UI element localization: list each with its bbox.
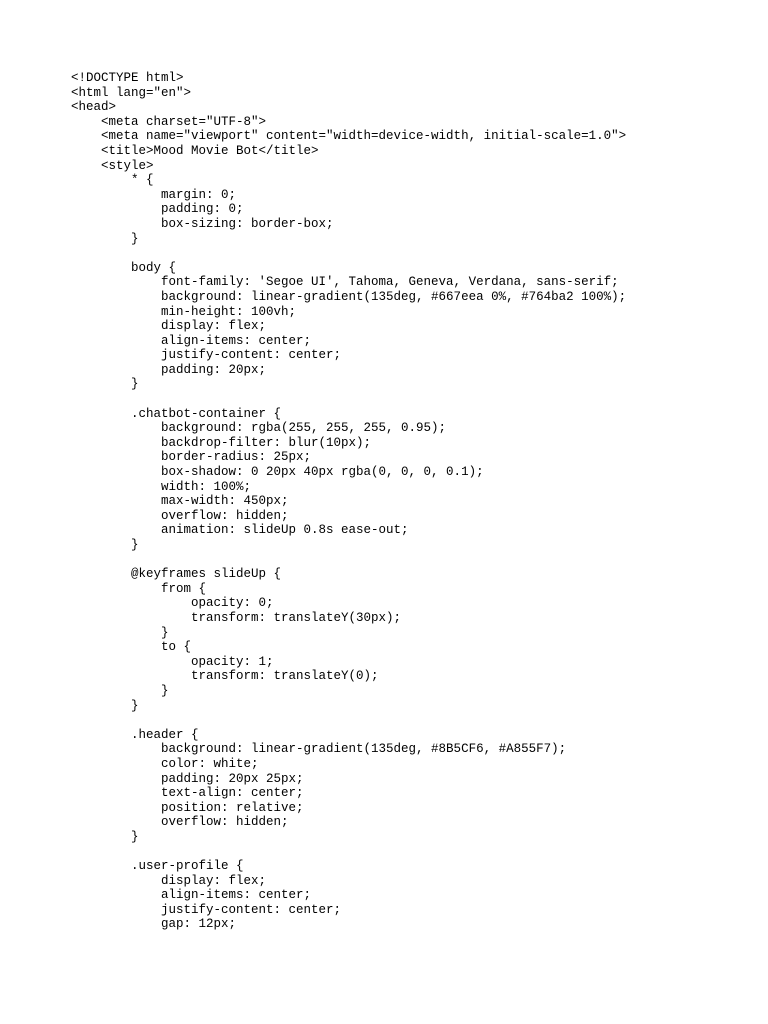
code-line: } — [71, 231, 139, 246]
code-line: display: flex; — [71, 319, 267, 334]
code-line: gap: 12px; — [71, 917, 237, 932]
code-line: margin: 0; — [71, 187, 237, 202]
code-line: * { — [71, 173, 154, 188]
code-line: <meta charset="UTF-8"> — [71, 114, 267, 129]
code-line: padding: 0; — [71, 202, 244, 217]
code-line — [71, 392, 626, 407]
code-line: opacity: 0; — [71, 596, 274, 611]
code-line: opacity: 1; — [71, 654, 274, 669]
code-line: overflow: hidden; — [71, 508, 289, 523]
code-line: color: white; — [71, 756, 259, 771]
code-line: box-shadow: 0 20px 40px rgba(0, 0, 0, 0.1); — [71, 465, 484, 480]
code-line: } — [71, 829, 139, 844]
code-line: box-sizing: border-box; — [71, 216, 334, 231]
code-line: justify-content: center; — [71, 902, 342, 917]
code-line: background: linear-gradient(135deg, #8B5CF6, #A855F7); — [71, 742, 567, 757]
code-line: transform: translateY(0); — [71, 669, 379, 684]
code-listing — [71, 71, 626, 932]
code-line: } — [71, 625, 169, 640]
code-line: to { — [71, 640, 192, 655]
code-line: <head> — [71, 100, 117, 115]
code-line — [71, 246, 626, 261]
code-line: <style> — [71, 158, 154, 173]
code-line: <meta name="viewport" content="width=device-width, initial-scale=1.0"> — [71, 129, 627, 144]
code-line: overflow: hidden; — [71, 815, 289, 830]
code-line: <title>Mood Movie Bot</title> — [71, 143, 319, 158]
code-line: .header { — [71, 727, 199, 742]
code-line: border-radius: 25px; — [71, 450, 312, 465]
code-line: <!DOCTYPE html> — [71, 71, 184, 85]
code-line: from { — [71, 581, 207, 596]
code-line: body { — [71, 260, 177, 275]
code-line: min-height: 100vh; — [71, 304, 297, 319]
code-line: position: relative; — [71, 800, 304, 815]
code-line: padding: 20px; — [71, 362, 267, 377]
code-line: } — [71, 698, 139, 713]
code-line: .user-profile { — [71, 859, 244, 874]
code-line: transform: translateY(30px); — [71, 610, 402, 625]
code-line: } — [71, 683, 169, 698]
code-line: width: 100%; — [71, 479, 252, 494]
code-line: display: flex; — [71, 873, 267, 888]
code-line: max-width: 450px; — [71, 494, 289, 509]
code-line — [71, 713, 626, 728]
code-line: background: rgba(255, 255, 255, 0.95); — [71, 421, 447, 436]
code-line: align-items: center; — [71, 888, 312, 903]
code-line: backdrop-filter: blur(10px); — [71, 435, 372, 450]
code-line — [71, 844, 626, 859]
code-line: .chatbot-container { — [71, 406, 282, 421]
code-line — [71, 553, 626, 568]
code-line: padding: 20px 25px; — [71, 771, 304, 786]
code-line: justify-content: center; — [71, 348, 342, 363]
code-line: } — [71, 538, 139, 552]
code-line: text-align: center; — [71, 786, 304, 801]
code-line: background: linear-gradient(135deg, #667eea 0%, #764ba2 100%); — [71, 289, 627, 304]
code-line: @keyframes slideUp { — [71, 567, 282, 582]
code-line: align-items: center; — [71, 333, 312, 348]
code-line: <html lang="en"> — [71, 85, 192, 100]
code-line: animation: slideUp 0.8s ease-out; — [71, 523, 409, 538]
code-line: } — [71, 377, 139, 392]
code-line: font-family: 'Segoe UI', Tahoma, Geneva, Verdana, sans-serif; — [71, 275, 619, 290]
